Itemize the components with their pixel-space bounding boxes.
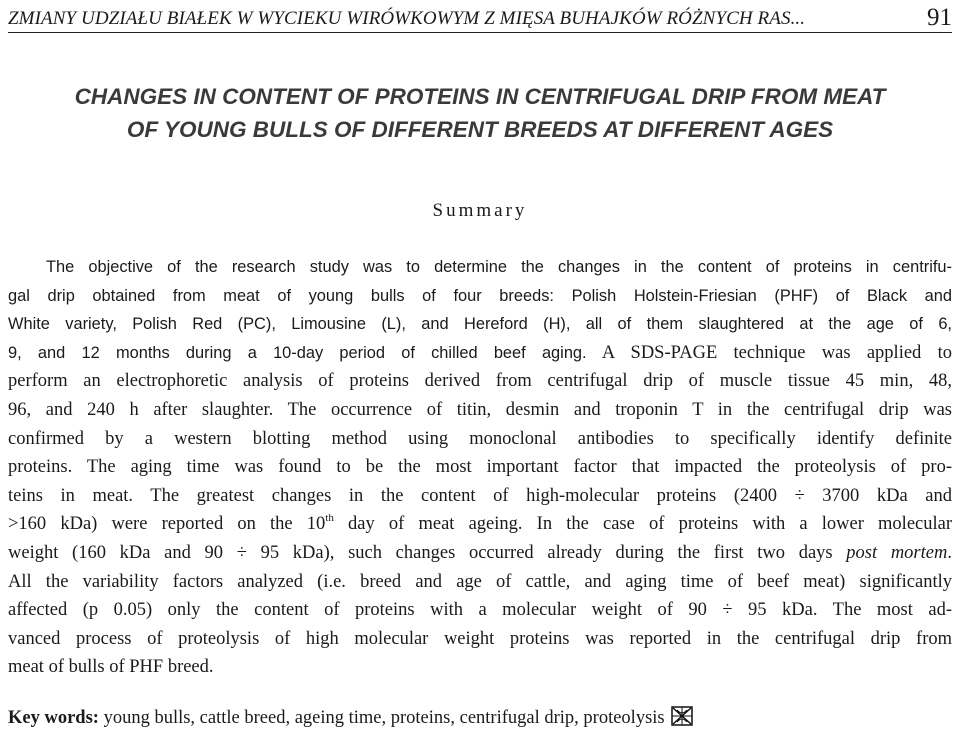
summary-line: vanced process of proteolysis of high molecular weight proteins was reported in the centrifugal drip from xyxy=(8,628,952,649)
summary-line: 96, and 240 h after slaughter. The occurrence of titin, desmin and troponin T in the centrifugal drip was xyxy=(8,399,952,420)
post-mortem-italic: post mortem xyxy=(846,542,948,563)
summary-line-part: 9, and 12 months during a 10-day period of chilled beef aging. xyxy=(8,343,587,362)
keywords xyxy=(8,706,952,730)
summary-line-part: . xyxy=(947,542,952,563)
summary-line-part: A SDS-PAGE technique was applied to xyxy=(586,342,952,363)
keywords-label: Key words: xyxy=(8,708,99,728)
summary-line: meat of bulls of PHF breed. xyxy=(8,657,214,678)
title-line-2: OF YOUNG BULLS OF DIFFERENT BREEDS AT DIFFERENT AGES xyxy=(126,117,834,142)
summary-line: gal drip obtained from meat of young bulls of four breeds: Polish Holstein-Friesian (PHF) of Black and xyxy=(8,286,952,305)
end-mark-icon xyxy=(671,706,693,726)
summary-line: confirmed by a western blotting method using monoclonal antibodies to specifically identify definite xyxy=(8,428,952,449)
superscript-th: th xyxy=(325,512,334,525)
summary-line-part: day of meat ageing. In the case of proteins with a lower molecular xyxy=(333,514,953,535)
summary-line: The objective of the research study was to determine the changes in the content of proteins in centrifu- xyxy=(46,258,952,276)
summary-line: perform an electrophoretic analysis of proteins derived from centrifugal drip of muscle tissue 45 min, 48, xyxy=(8,371,952,392)
page-number: 91 xyxy=(927,4,952,31)
summary-paragraph xyxy=(8,253,952,682)
title-line-1: CHANGES IN CONTENT OF PROTEINS IN CENTRIFUGAL DRIP FROM MEAT xyxy=(74,84,886,109)
summary-line: proteins. The aging time was found to be the most important factor that impacted the proteolysis of pro- xyxy=(8,457,952,478)
summary-line xyxy=(8,510,952,539)
keywords-text: young bulls, cattle breed, ageing time, proteins, centrifugal drip, proteolysis xyxy=(98,708,665,728)
summary-line: affected (p 0.05) only the content of proteins with a molecular weight of 90 ÷ 95 kDa. The most ad- xyxy=(8,600,952,621)
summary-line: teins in meat. The greatest changes in the content of high-molecular proteins (2400 ÷ 3700 kDa and xyxy=(8,485,952,506)
summary-line: All the variability factors analyzed (i.e. breed and age of cattle, and aging time of beef meat) significantly xyxy=(8,571,952,592)
summary-heading: Summary xyxy=(432,200,528,221)
running-head xyxy=(8,4,952,33)
running-head-title: ZMIANY UDZIAŁU BIAŁEK W WYCIEKU WIRÓWKOWYM Z MIĘSA BUHAJKÓW RÓŻNYCH RAS... xyxy=(8,8,806,29)
article-title xyxy=(0,80,960,146)
summary-line xyxy=(8,339,952,368)
summary-line: White variety, Polish Red (PC), Limousine (L), and Hereford (H), all of them slaughtered at the age of 6, xyxy=(8,315,952,334)
summary-line-part: weight (160 kDa and 90 ÷ 95 kDa), such changes occurred already during the first two days xyxy=(8,542,847,563)
summary-line-part: >160 kDa) were reported on the 10 xyxy=(8,514,326,535)
summary-line xyxy=(8,539,952,568)
